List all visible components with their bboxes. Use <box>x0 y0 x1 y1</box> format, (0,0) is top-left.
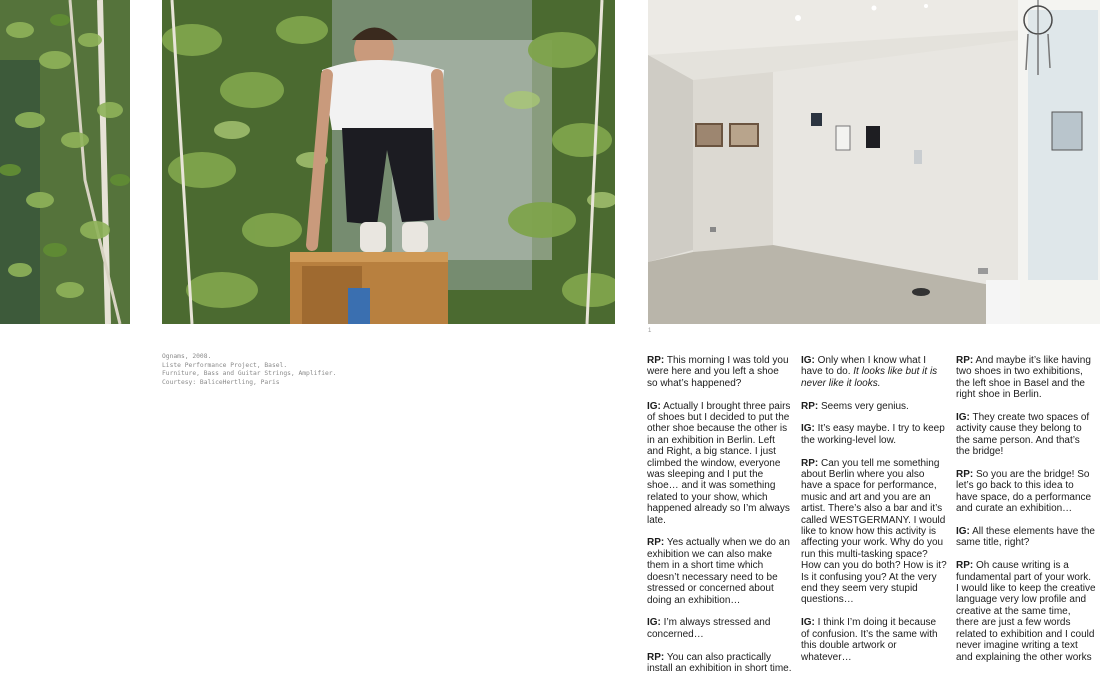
italic-quote: It looks like but it is never like it looks. <box>801 366 938 389</box>
interview-column-1 <box>647 355 792 686</box>
interview-paragraph <box>956 526 1096 549</box>
interview-paragraph <box>647 617 792 640</box>
speaker-label: RP: <box>647 355 665 366</box>
caption-line: Courtesy: BaliceHertling, Paris <box>162 378 280 386</box>
paragraph-text: They create two spaces of activity cause they belong to the same person. And that’s the bridge! <box>956 412 1090 458</box>
paragraph-text: And maybe it’s like having two shoes in two exhibitions, the left shoe in Basel and the right shoe in Berlin. <box>956 355 1091 401</box>
speaker-label: IG: <box>801 355 815 366</box>
speaker-label: RP: <box>801 457 819 469</box>
interview-paragraph <box>956 355 1096 401</box>
caption-line: Furniture, Bass and Guitar Strings, Amplifier. <box>162 370 337 378</box>
speaker-label: RP: <box>956 560 974 572</box>
speaker-label: RP: <box>801 400 819 412</box>
speaker-label: IG: <box>801 423 815 435</box>
speaker-label: IG: <box>647 400 661 412</box>
interview-paragraph <box>801 401 947 412</box>
paragraph-text: So you are the bridge! So let’s go back to this idea to have space, do a performance and curate an exhibition… <box>956 469 1092 515</box>
interview-paragraph <box>956 412 1096 458</box>
paragraph-text: Seems very genius. <box>818 400 909 412</box>
paragraph-text: This morning I was told you were here and you left a shoe so what’s happened? <box>647 355 789 389</box>
paragraph-text: You can also practically install an exhibition in short time. <box>647 651 792 674</box>
interview-paragraph <box>801 355 947 389</box>
paragraph-text: Only when I know what I have to do. <box>801 355 927 378</box>
interview-paragraph <box>801 617 947 663</box>
interview-column-3 <box>956 355 1096 674</box>
speaker-label: RP: <box>647 537 665 549</box>
interview-column-2 <box>801 355 947 674</box>
caption-line: Liste Performance Project, Basel. <box>162 361 288 369</box>
speaker-label: IG: <box>956 412 970 424</box>
paragraph-text: Can you tell me something about Berlin where you also have a space for performance, music and art and you are an artist. There’s also a bar and it’s called WESTGERMANY. I would like to know how this activity is affecting your work. Why do you run this multi-tasking space? How can you do both? How is it? Is it confusing you? At the very end they seem very stupid questions… <box>801 457 947 606</box>
paragraph-text: All these elements have the same title, right? <box>956 526 1095 549</box>
photo-caption <box>162 353 422 387</box>
speaker-label: RP: <box>956 469 974 481</box>
speaker-label: RP: <box>956 355 974 366</box>
paragraph-text: Actually I brought three pairs of shoes but I decided to put the other shoe because the other is in an exhibition in Berlin. Left and Right, a big stance. I just climbed the window, everyone was sleeping and I put the shoe… and it was something related to your show, which happened already so I’m always late. <box>647 400 791 526</box>
photo-performance <box>162 0 615 324</box>
paragraph-text: It’s easy maybe. I try to keep the working-level low. <box>801 423 945 446</box>
speaker-label: IG: <box>647 617 661 629</box>
photo-gallery-interior <box>648 0 1100 324</box>
interview-paragraph <box>956 560 1096 663</box>
paragraph-text: I’m always stressed and concerned… <box>647 617 771 640</box>
speaker-label: RP: <box>647 651 665 663</box>
figure-number: 1 <box>648 328 652 334</box>
speaker-label: IG: <box>801 617 815 629</box>
interview-paragraph <box>647 355 792 389</box>
caption-line: Ognams, 2008. <box>162 353 212 360</box>
interview-paragraph <box>647 537 792 605</box>
paragraph-text: Yes actually when we do an exhibition we can also make them in a short time which doesn’t necessary need to be stressed or concerned about doing an exhibition… <box>647 537 790 606</box>
interview-paragraph <box>801 423 947 446</box>
paragraph-text: I think I’m doing it because of confusion. It’s the same with this double artwork or whatever… <box>801 617 938 663</box>
speaker-label: IG: <box>956 526 970 538</box>
photo-birch-tree <box>0 0 130 324</box>
interview-paragraph <box>956 469 1096 515</box>
interview-paragraph <box>647 401 792 526</box>
paragraph-text: Oh cause writing is a fundamental part of your work. I would like to keep the creative language very low profile and creative at the same time, there are just a few words related to exhibition and I could never imagine writing a text and explaining the other works <box>956 560 1096 663</box>
interview-paragraph <box>801 458 947 606</box>
